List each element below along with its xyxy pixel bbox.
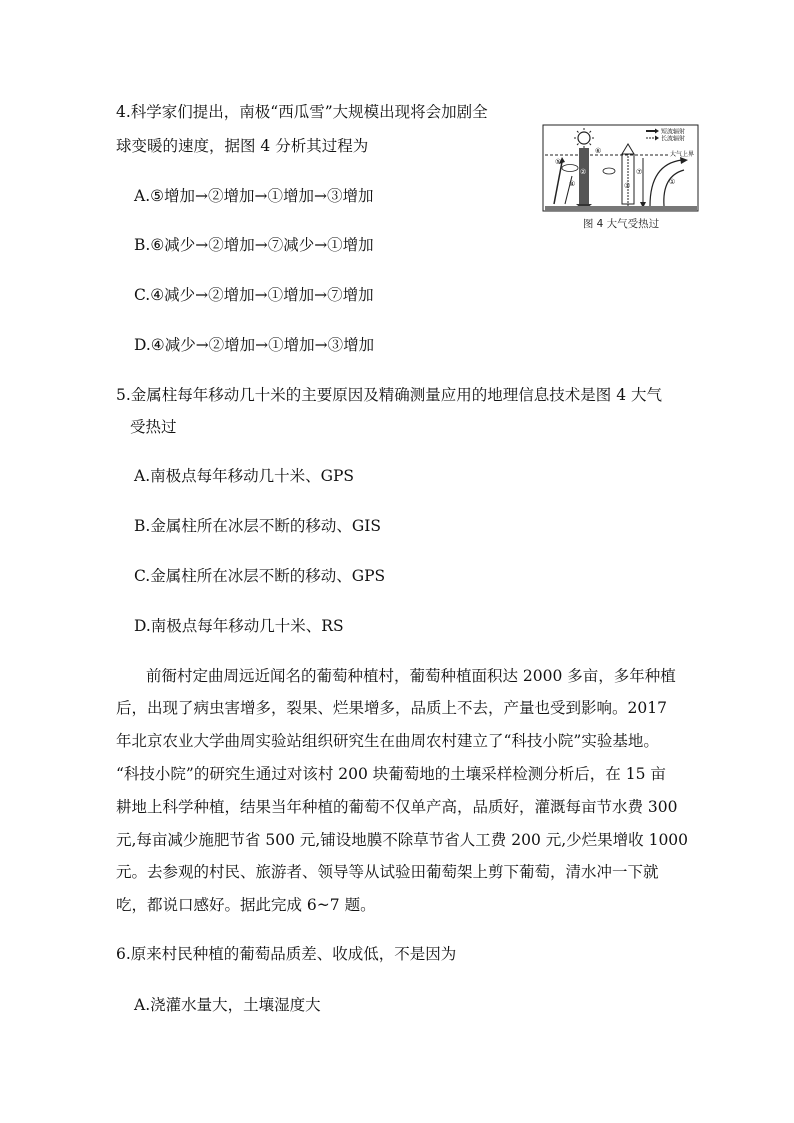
figure-4-atmosphere-heating <box>542 124 700 234</box>
passage-line-1: 前衙村定曲周远近闻名的葡萄种植村，葡萄种植面积达 2000 多亩，多年种植 <box>146 667 676 685</box>
marker-7: ⑦ <box>636 168 643 176</box>
q4-option-a: A.⑤增加→②增加→①增加→③增加 <box>134 187 374 205</box>
q5-option-d: D.南极点每年移动几十米、RS <box>134 617 344 635</box>
q5-stem-line1: 5.金属柱每年移动几十米的主要原因及精确测量应用的地理信息技术是图 4 大气 <box>116 386 663 404</box>
passage-line-8: 吃，都说口感好。据此完成 6~7 题。 <box>116 896 376 914</box>
marker-3: ③ <box>624 182 631 190</box>
q4-stem-line1: 4.科学家们提出，南极“西瓜雪”大规模出现将会加剧全 <box>116 103 488 121</box>
q5-option-a: A.南极点每年移动几十米、GPS <box>134 467 355 485</box>
passage-line-2: 后，出现了病虫害增多，裂果、烂果增多，品质上不去，产量也受到影响。2017 <box>116 699 667 717</box>
passage-line-3: 年北京农业大学曲周实验站组织研究生在曲周农村建立了“科技小院”实验基地。 <box>116 732 659 750</box>
cloud-icon <box>562 165 578 172</box>
marker-2: ② <box>580 168 587 176</box>
q4-option-d: D.④减少→②增加→①增加→③增加 <box>134 336 375 354</box>
q6-stem: 6.原来村民种植的葡萄品质差、收成低，不是因为 <box>116 945 457 963</box>
passage-line-5: 耕地上科学种植，结果当年种植的葡萄不仅单产高，品质好，灌溉每亩节水费 300 <box>116 798 678 816</box>
q5-stem-line2: 受热过 <box>130 418 177 436</box>
figure-4-caption: 图 4 大气受热过 <box>582 218 660 230</box>
q4-stem-line2: 球变暖的速度，据图 4 分析其过程为 <box>116 137 369 155</box>
q6-option-a: A.浇灌水量大，土壤湿度大 <box>134 996 321 1014</box>
q5-option-b: B.金属柱所在冰层不断的移动、GIS <box>134 517 381 535</box>
figure-4-diagram <box>542 124 700 216</box>
q5-option-c: C.金属柱所在冰层不断的移动、GPS <box>134 567 386 585</box>
marker-5: ⑤ <box>555 158 562 166</box>
sun-icon <box>578 132 590 144</box>
incoming-solar-beam <box>579 148 589 206</box>
marker-4: ④ <box>569 180 576 188</box>
cloud-icon <box>603 168 615 174</box>
marker-1: ① <box>669 178 676 186</box>
passage-line-7: 元。去参观的村民、旅游者、领导等从试验田葡萄架上剪下葡萄，清水冲一下就 <box>116 863 659 881</box>
legend-short-wave: 短波辐射 <box>661 128 686 136</box>
q4-option-b: B.⑥减少→②增加→⑦减少→①增加 <box>134 236 374 254</box>
legend-long-wave: 长波辐射 <box>661 135 686 143</box>
passage-line-6: 元,每亩减少施肥节省 500 元,铺设地膜不除草节省人工费 200 元,少烂果增收 1000 <box>116 831 689 849</box>
passage-line-4: “科技小院”的研究生通过对该村 200 块葡萄地的土壤采样检测分析后，在 15 亩 <box>116 765 666 783</box>
q4-option-c: C.④减少→②增加→①增加→⑦增加 <box>134 286 374 304</box>
atmosphere-top-label: 大气上界 <box>670 151 695 158</box>
marker-6: ⑥ <box>595 147 602 155</box>
